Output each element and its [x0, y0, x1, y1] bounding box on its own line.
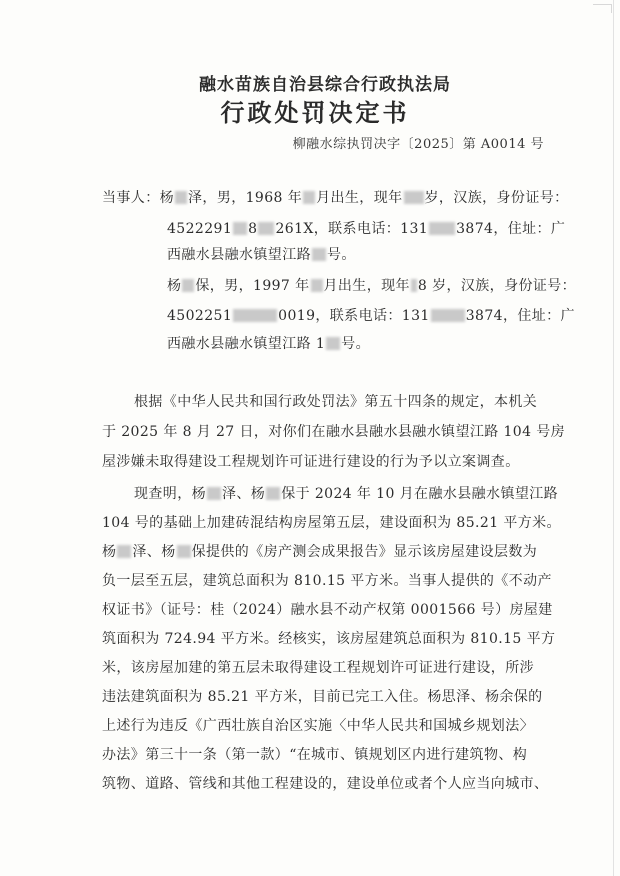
findings-text: 现查明，杨: [134, 486, 206, 502]
party1-line2: [167, 218, 565, 238]
party2-id-c: 0019，联系电话：131: [278, 308, 430, 324]
party2-address-b: 号。: [341, 336, 370, 352]
findings-line: 违法建筑面积为 85.21 平方米，目前已完工入住。杨思泽、杨余保的: [102, 689, 543, 705]
findings-line: 办法》第三十一条（第一款）“在城市、镇规划区内进行建筑物、构: [102, 747, 528, 763]
party2-line2: [167, 305, 575, 325]
body-line: 根据《中华人民共和国行政处罚法》第五十四条的规定，本机关: [134, 394, 538, 410]
party2-line3: [167, 333, 370, 353]
redaction: [175, 191, 187, 204]
party2-id-a: 4502251: [167, 308, 233, 324]
findings-line: 筑面积为 724.94 平方米。经核实，该房屋建筑总面积为 810.15 平方: [102, 631, 556, 647]
findings-line: 权证书》（证号：桂（2024）融水县不动产权第 0001566 号）房屋建: [102, 602, 553, 618]
findings-line: 米，该房屋加建的第五层未取得建设工程规划许可证进行建设，所涉: [102, 660, 534, 676]
redaction: [177, 545, 191, 558]
findings-line3: [102, 541, 537, 561]
findings-line: 上述行为违反《广西壮族自治区实施〈中华人民共和国城乡规划法〉: [102, 718, 534, 734]
party1-id-c: 261X，联系电话：131: [275, 221, 429, 237]
redaction: [266, 487, 280, 500]
party1-line3: [167, 244, 356, 264]
redaction: [258, 222, 274, 235]
findings-text: 杨: [102, 544, 117, 560]
party2-phone-tail: 3874: [465, 308, 503, 324]
redaction: [312, 248, 326, 261]
party1-address-a: 西融水县融水镇望江路: [167, 247, 311, 263]
scan-corner-mark: [593, 4, 612, 13]
document-title: 行政处罚决定书: [220, 98, 410, 127]
body-line: 屋涉嫌未取得建设工程规划许可证进行建设的行为予以立案调查。: [102, 454, 520, 470]
party2-surname: 杨: [167, 278, 182, 294]
party2-info-a: 保，男，1997 年: [195, 278, 310, 294]
body-line: 于 2025 年 8 月 27 日，对你们在融水县融水县融水镇望江路 104 号房: [102, 424, 566, 440]
page-edge: [613, 0, 614, 876]
redaction: [411, 279, 417, 292]
findings-line: 负一层至五层，建筑总面积为 810.15 平方米。当事人提供的《不动产: [102, 573, 552, 589]
party1-phone-tail: 3874: [456, 221, 494, 237]
party1-info-c: 岁，汉族，身份证号：: [424, 190, 569, 206]
party2-address-a: 西融水县融水镇望江路 1: [167, 336, 326, 352]
redaction: [404, 191, 424, 204]
party2-line1: [167, 275, 576, 295]
redaction: [429, 222, 455, 235]
redaction: [117, 545, 131, 558]
redaction: [233, 222, 247, 235]
findings-line: 筑物、道路、管线和其他工程建设的，建设单位或者个人应当向城市、: [102, 776, 549, 792]
redaction: [182, 279, 194, 292]
document-number: 柳融水综执罚决字〔2025〕第 A0014 号: [292, 137, 544, 152]
redaction: [207, 487, 221, 500]
party2-address-label: ，住址：广: [502, 308, 575, 324]
findings-text: 泽、杨: [222, 486, 266, 502]
findings-text: 保提供的《房产测会成果报告》显示该房屋建设层数为: [191, 544, 538, 560]
party1-info-a: 泽，男，1968 年: [188, 190, 303, 206]
party2-info-c: 8 岁，汉族，身份证号：: [417, 278, 577, 294]
findings-text: 保于 2024 年 10 月在融水县融水镇望江路: [281, 486, 559, 502]
findings-text: 泽、杨: [132, 544, 176, 560]
party1-surname: 杨: [159, 190, 175, 206]
party1-address-b: 号。: [327, 247, 356, 263]
redaction: [303, 191, 315, 204]
issuing-agency: 融水苗族自治县综合行政执法局: [199, 75, 451, 95]
party-label: 当事人：: [102, 190, 160, 206]
party1-id-a: 4522291: [167, 221, 233, 237]
findings-line2: 104 号的基础上加建砖混结构房屋第五层，建设面积为 85.21 平方米。: [102, 515, 561, 531]
redaction: [326, 337, 340, 350]
party1-info-b: 月出生，现年: [316, 190, 403, 206]
party2-info-b: 月出生，现年: [323, 278, 410, 294]
party1-id-b: 8: [248, 221, 258, 237]
redaction: [233, 309, 277, 322]
redaction: [311, 279, 323, 292]
redaction: [431, 309, 465, 322]
party1-address-label: ，住址：广: [493, 221, 566, 237]
party1-line1: [102, 187, 569, 207]
findings-line1: [134, 483, 558, 503]
